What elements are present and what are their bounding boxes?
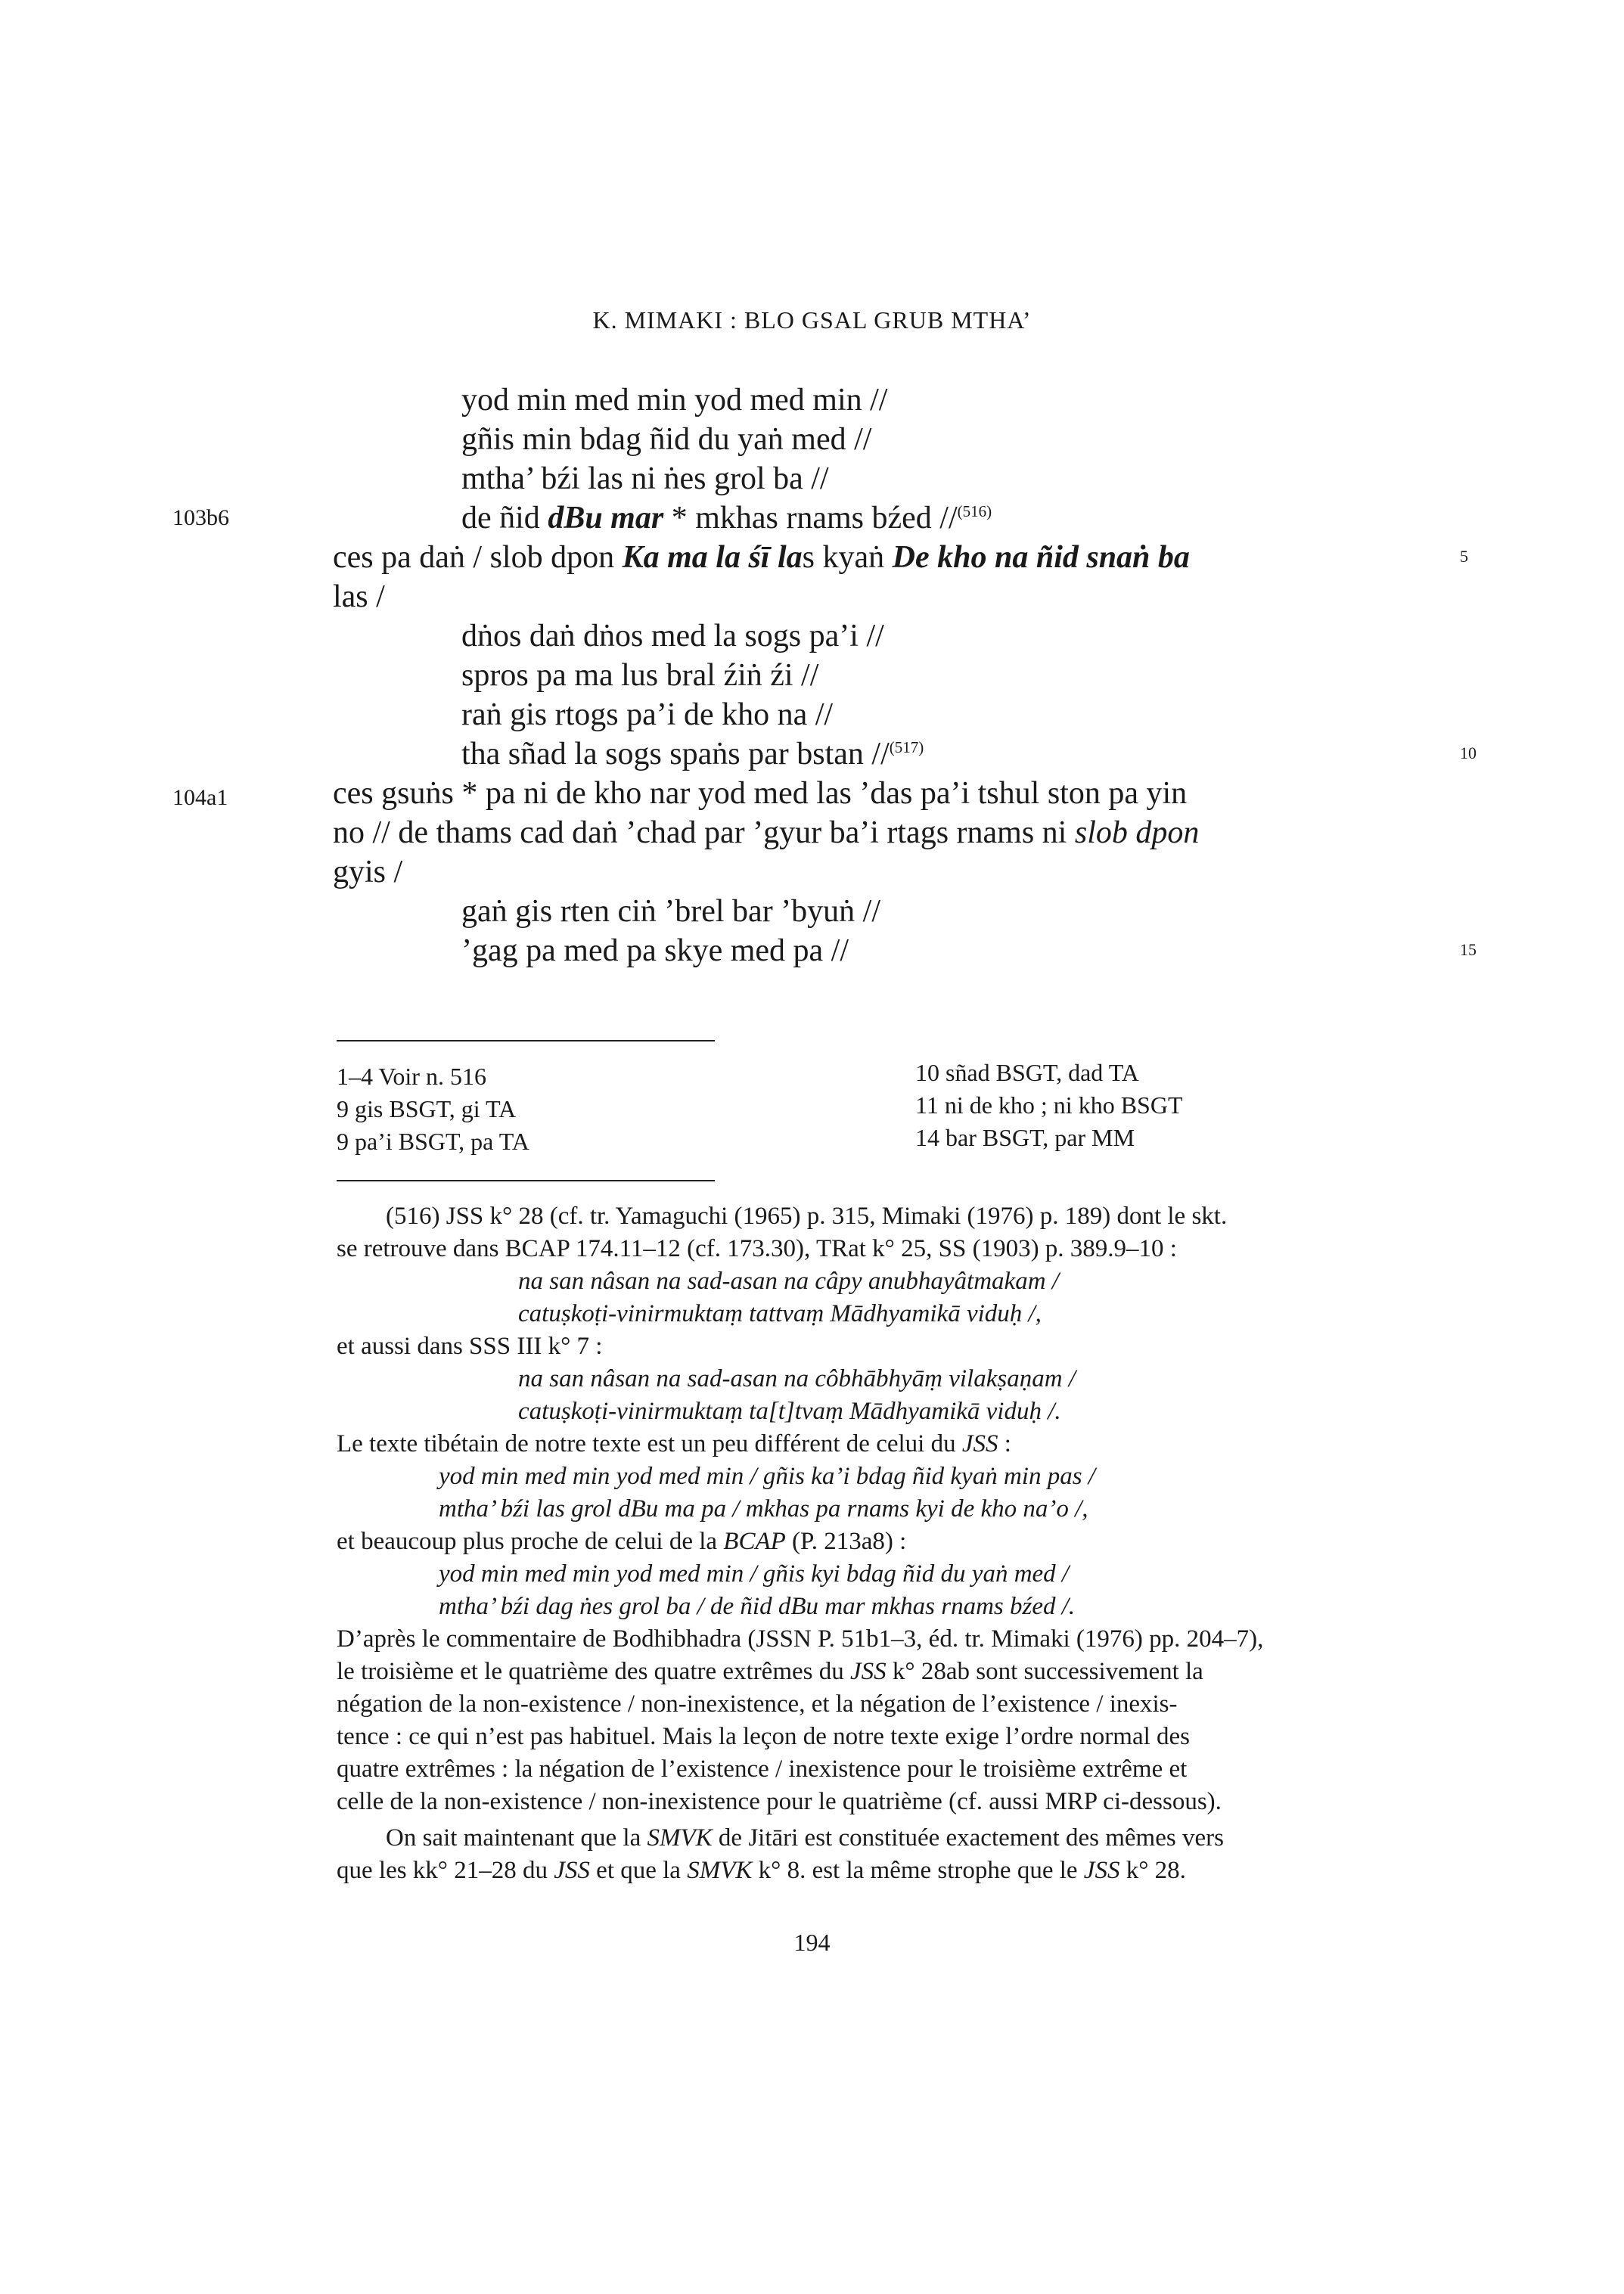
apparatus-right-2: 11 ni de kho ; ni kho BSGT — [915, 1091, 1183, 1119]
footnote-line-12: yod min med min yod med min / gñis kyi bdag ñid du yaṅ med / — [439, 1560, 1070, 1588]
footnote-line-19: celle de la non-existence / non-inexistence pour le quatrième (cf. aussi MRP ci-dessous). — [337, 1788, 1222, 1815]
verse-line-2: gñis min bdag ñid du yaṅ med // — [461, 422, 872, 457]
footnote-ref-517: (517) — [889, 738, 924, 756]
apparatus-right-1: 10 sñad BSGT, dad TA — [915, 1059, 1139, 1086]
footnote-line-3: na san nâsan na sad-asan na câpy anubhayâtmakam / — [518, 1268, 1059, 1295]
footnote-line-13: mtha’ bźi dag ṅes grol ba / de ñid dBu mar mkhas rnams bźed /. — [439, 1593, 1076, 1620]
line-number-10: 10 — [1460, 743, 1477, 762]
prose-line-1: ces pa daṅ / slob dpon Ka ma la śī las kyaṅ De kho na ñid snaṅ ba — [333, 540, 1190, 575]
verse-line-10: ’gag pa med pa skye med pa // — [461, 933, 849, 968]
apparatus-left-3: 9 pa’i BSGT, pa TA — [337, 1128, 529, 1155]
apparatus-left-2: 9 gis BSGT, gi TA — [337, 1095, 517, 1122]
line-number-15: 15 — [1460, 940, 1477, 959]
verse-line-7: raṅ gis rtogs pa’i de kho na // — [461, 697, 834, 732]
footnote-line-11: et beaucoup plus proche de celui de la BCAP (P. 213a8) : — [337, 1528, 907, 1555]
verse-line-9: gaṅ gis rten ciṅ ’brel bar ’byuṅ // — [461, 894, 880, 929]
footnote-line-21: que les kk° 21–28 du JSS et que la SMVK k° 8. est la même strophe que le JSS k° 28. — [337, 1857, 1186, 1884]
footnote-line-14: D’après le commentaire de Bodhibhadra (JSSN P. 51b1–3, éd. tr. Mimaki (1976) pp. 204–7), — [337, 1625, 1264, 1653]
footnote-line-4: catuṣkoṭi-vinirmuktaṃ tattvaṃ Mādhyamikā viduḥ /, — [518, 1300, 1042, 1327]
footnote-line-5: et aussi dans SSS III k° 7 : — [337, 1333, 603, 1360]
verse-line-6: spros pa ma lus bral źiṅ źi // — [461, 658, 819, 693]
prose-line-3: ces gsuṅs * pa ni de kho nar yod med las ’das pa’i tshul ston pa yin — [333, 776, 1188, 811]
page-number: 194 — [793, 1929, 831, 1956]
prose-line-2: las / — [333, 579, 385, 614]
verse-line-5: dṅos daṅ dṅos med la sogs pa’i // — [461, 619, 884, 653]
running-header: K. MIMAKI : BLO GSAL GRUB MTHA’ — [592, 306, 1032, 334]
footnote-line-20: On sait maintenant que la SMVK de Jitāri est constituée exactement des mêmes vers — [386, 1824, 1224, 1852]
apparatus-left-1: 1–4 Voir n. 516 — [337, 1063, 486, 1090]
footnote-line-8: Le texte tibétain de notre texte est un peu différent de celui du JSS : — [337, 1430, 1011, 1457]
footnote-line-6: na san nâsan na sad-asan na côbhābhyāṃ vilakṣaṇam / — [518, 1365, 1076, 1392]
footnote-line-9: yod min med min yod med min / gñis ka’i bdag ñid kyaṅ min pas / — [439, 1463, 1095, 1490]
verse-line-3: mtha’ bźi las ni ṅes grol ba // — [461, 461, 829, 496]
footnote-line-7: catuṣkoṭi-vinirmuktaṃ ta[t]tvaṃ Mādhyamikā viduḥ /. — [518, 1398, 1061, 1425]
line-number-5: 5 — [1460, 547, 1468, 566]
footnote-line-16: négation de la non-existence / non-inexistence, et la négation de l’existence / inexis- — [337, 1690, 1178, 1718]
apparatus-rule-bottom — [337, 1180, 715, 1181]
footnote-line-15: le troisième et le quatrième des quatre extrêmes du JSS k° 28ab sont successivement la — [337, 1658, 1203, 1685]
footnote-line-17: tence : ce qui n’est pas habituel. Mais la leçon de notre texte exige l’ordre normal des — [337, 1723, 1190, 1750]
verse-line-4: de ñid dBu mar * mkhas rnams bźed //$^{(516)}$ — [461, 501, 992, 535]
footnote-ref-516: (516) — [957, 502, 992, 520]
apparatus-rule-top — [337, 1040, 715, 1041]
margin-ref-104a1: 104a1 — [172, 785, 228, 810]
footnote-line-10: mtha’ bźi las grol dBu ma pa / mkhas pa rnams kyi de kho na’o /, — [439, 1495, 1088, 1523]
footnote-line-1: (516) JSS k° 28 (cf. tr. Yamaguchi (1965) p. 315, Mimaki (1976) p. 189) dont le skt. — [386, 1203, 1228, 1230]
margin-ref-103b6: 103b6 — [172, 505, 229, 530]
verse-line-1: yod min med min yod med min // — [461, 383, 888, 418]
apparatus-right-3: 14 bar BSGT, par MM — [915, 1124, 1135, 1151]
prose-line-4: no // de thams cad daṅ ’chad par ’gyur ba’i rtags rnams ni slob dpon — [333, 815, 1200, 850]
footnote-line-2: se retrouve dans BCAP 174.11–12 (cf. 173.30), TRat k° 25, SS (1903) p. 389.9–10 : — [337, 1235, 1177, 1262]
prose-line-5: gyis / — [333, 855, 403, 889]
footnote-line-18: quatre extrêmes : la négation de l’existence / inexistence pour le troisième extrême et — [337, 1755, 1188, 1783]
verse-line-8: tha sñad la sogs spaṅs par bstan //$^{(517)}$ — [461, 737, 924, 771]
